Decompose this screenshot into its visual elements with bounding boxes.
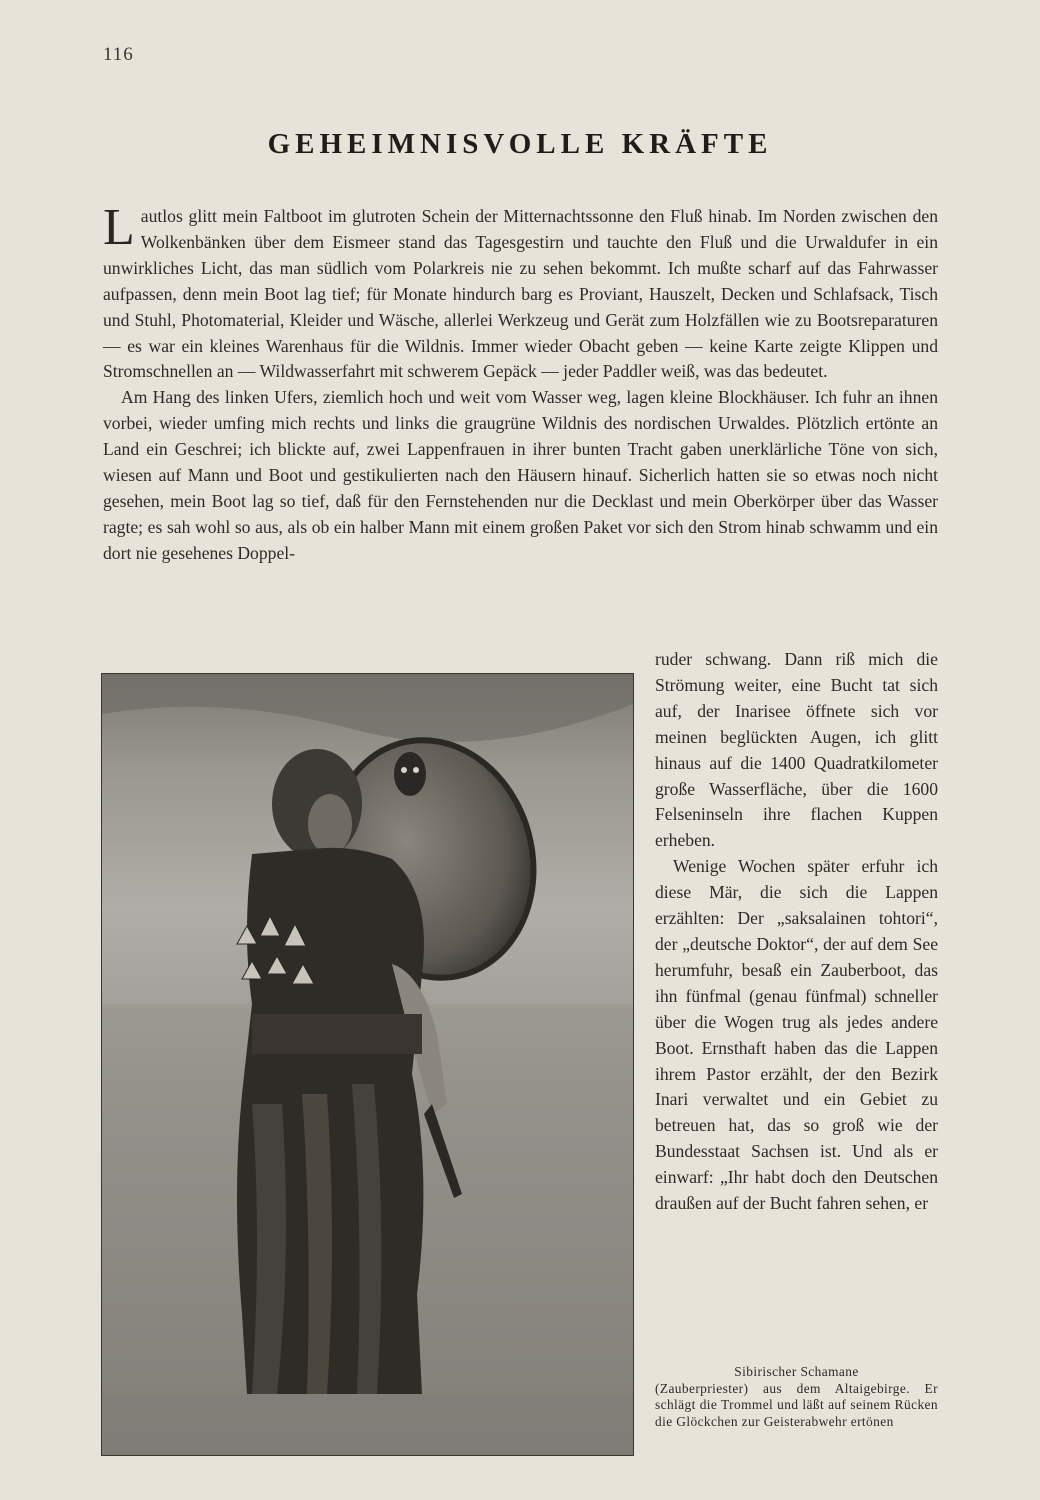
- shaman-photo: [101, 673, 634, 1456]
- drop-cap: L: [103, 199, 135, 256]
- article-body: [103, 199, 938, 567]
- page-number: 116: [103, 44, 134, 65]
- paragraph-1-text: autlos glitt mein Faltboot im glutroten Schein der Mitternachtssonne den Fluß hinab. Im Norden zwischen den Wolkenbänken über dem Eismeer stand das Tagesgestirn und tauchte den Fluß und die Urwaldufer in ein unwirkliches Licht, das man südlich vom Polarkreis nie zu sehen bekommt. Ich mußte scharf auf das Fahrwasser aufpassen, denn mein Boot lag tief; für Monate hindurch barg es Proviant, Hauszelt, Decken und Schlafsack, Tisch und Stuhl, Photomaterial, Kleider und Wäsche, allerlei Werkzeug und Gerät zum Holzfällen wie zu Bootsreparaturen — es war ein kleines Warenhaus für die Wildnis. Immer wieder Obacht geben — keine Karte zeigte Klippen und Stromschnellen an — Wildwasserfahrt mit schwerem Gepäck — jeder Paddler weiß, was das bedeutet.: [103, 206, 938, 382]
- paragraph-2: Am Hang des linken Ufers, ziemlich hoch und weit vom Wasser weg, lagen kleine Blockhäuser. Ich fuhr an ihnen vorbei, wieder umfing mich rechts und links die graugrüne Wildnis des nordischen Urwaldes. Plötzlich ertönte an Land ein Geschrei; ich blickte auf, zwei Lappenfrauen in ihrer bunten Tracht gaben unerklärliche Töne von sich, wiesen auf Mann und Boot und gestikulierten nach den Häusern hinauf. Sicherlich hatten sie so etwas noch nicht gesehen, mein Boot lag so tief, daß für den Fernstehenden nur die Decklast und mein Oberkörper über das Wasser ragte; es sah wohl so aus, als ob ein halber Mann mit einem großen Paket vor sich den Strom hinab schwamm und ein dort nie gesehenes Doppel-: [103, 387, 938, 563]
- paragraph-2-continued: ruder schwang. Dann riß mich die Strömung weiter, eine Bucht tat sich auf, der Inarisee öffnete sich vor meinen beglückten Augen, ich glitt hinaus auf die 1400 Quadratkilometer große Wasserfläche, über die 1600 Felseninseln ihre flachen Kuppen erheben.: [655, 649, 938, 851]
- shaman-illustration: [102, 674, 633, 1455]
- paragraph-1: [103, 199, 938, 385]
- caption-text: (Zauberpriester) aus dem Altaigebirge. Er schlägt die Trommel und läßt auf seinem Rücken die Glöckchen zur Geisterabwehr ertönen: [655, 1380, 938, 1429]
- side-column: [655, 647, 938, 1217]
- caption-line-1: Sibirischer Schamane: [734, 1364, 859, 1379]
- article-title: GEHEIMNISVOLLE KRÄFTE: [267, 128, 773, 160]
- photo-caption: [655, 1364, 938, 1430]
- paragraph-3: Wenige Wochen später erfuhr ich diese Mär, die sich die Lappen erzählten: Der „saksalainen tohtori“, der „deutsche Doktor“, der auf dem See herumfuhr, besaß ein Zauberboot, das ihn fünfmal (genau fünfmal) schneller über die Wogen trug als jedes andere Boot. Ernsthaft haben das die Lappen ihrem Pastor erzählt, der den Bezirk Inari verwaltet und ein Gebiet zu betreuen hat, das so groß wie der Bundesstaat Sachsen ist. Und als er einwarf: „Ihr habt doch den Deutschen draußen auf der Bucht fahren sehen, er: [655, 856, 938, 1214]
